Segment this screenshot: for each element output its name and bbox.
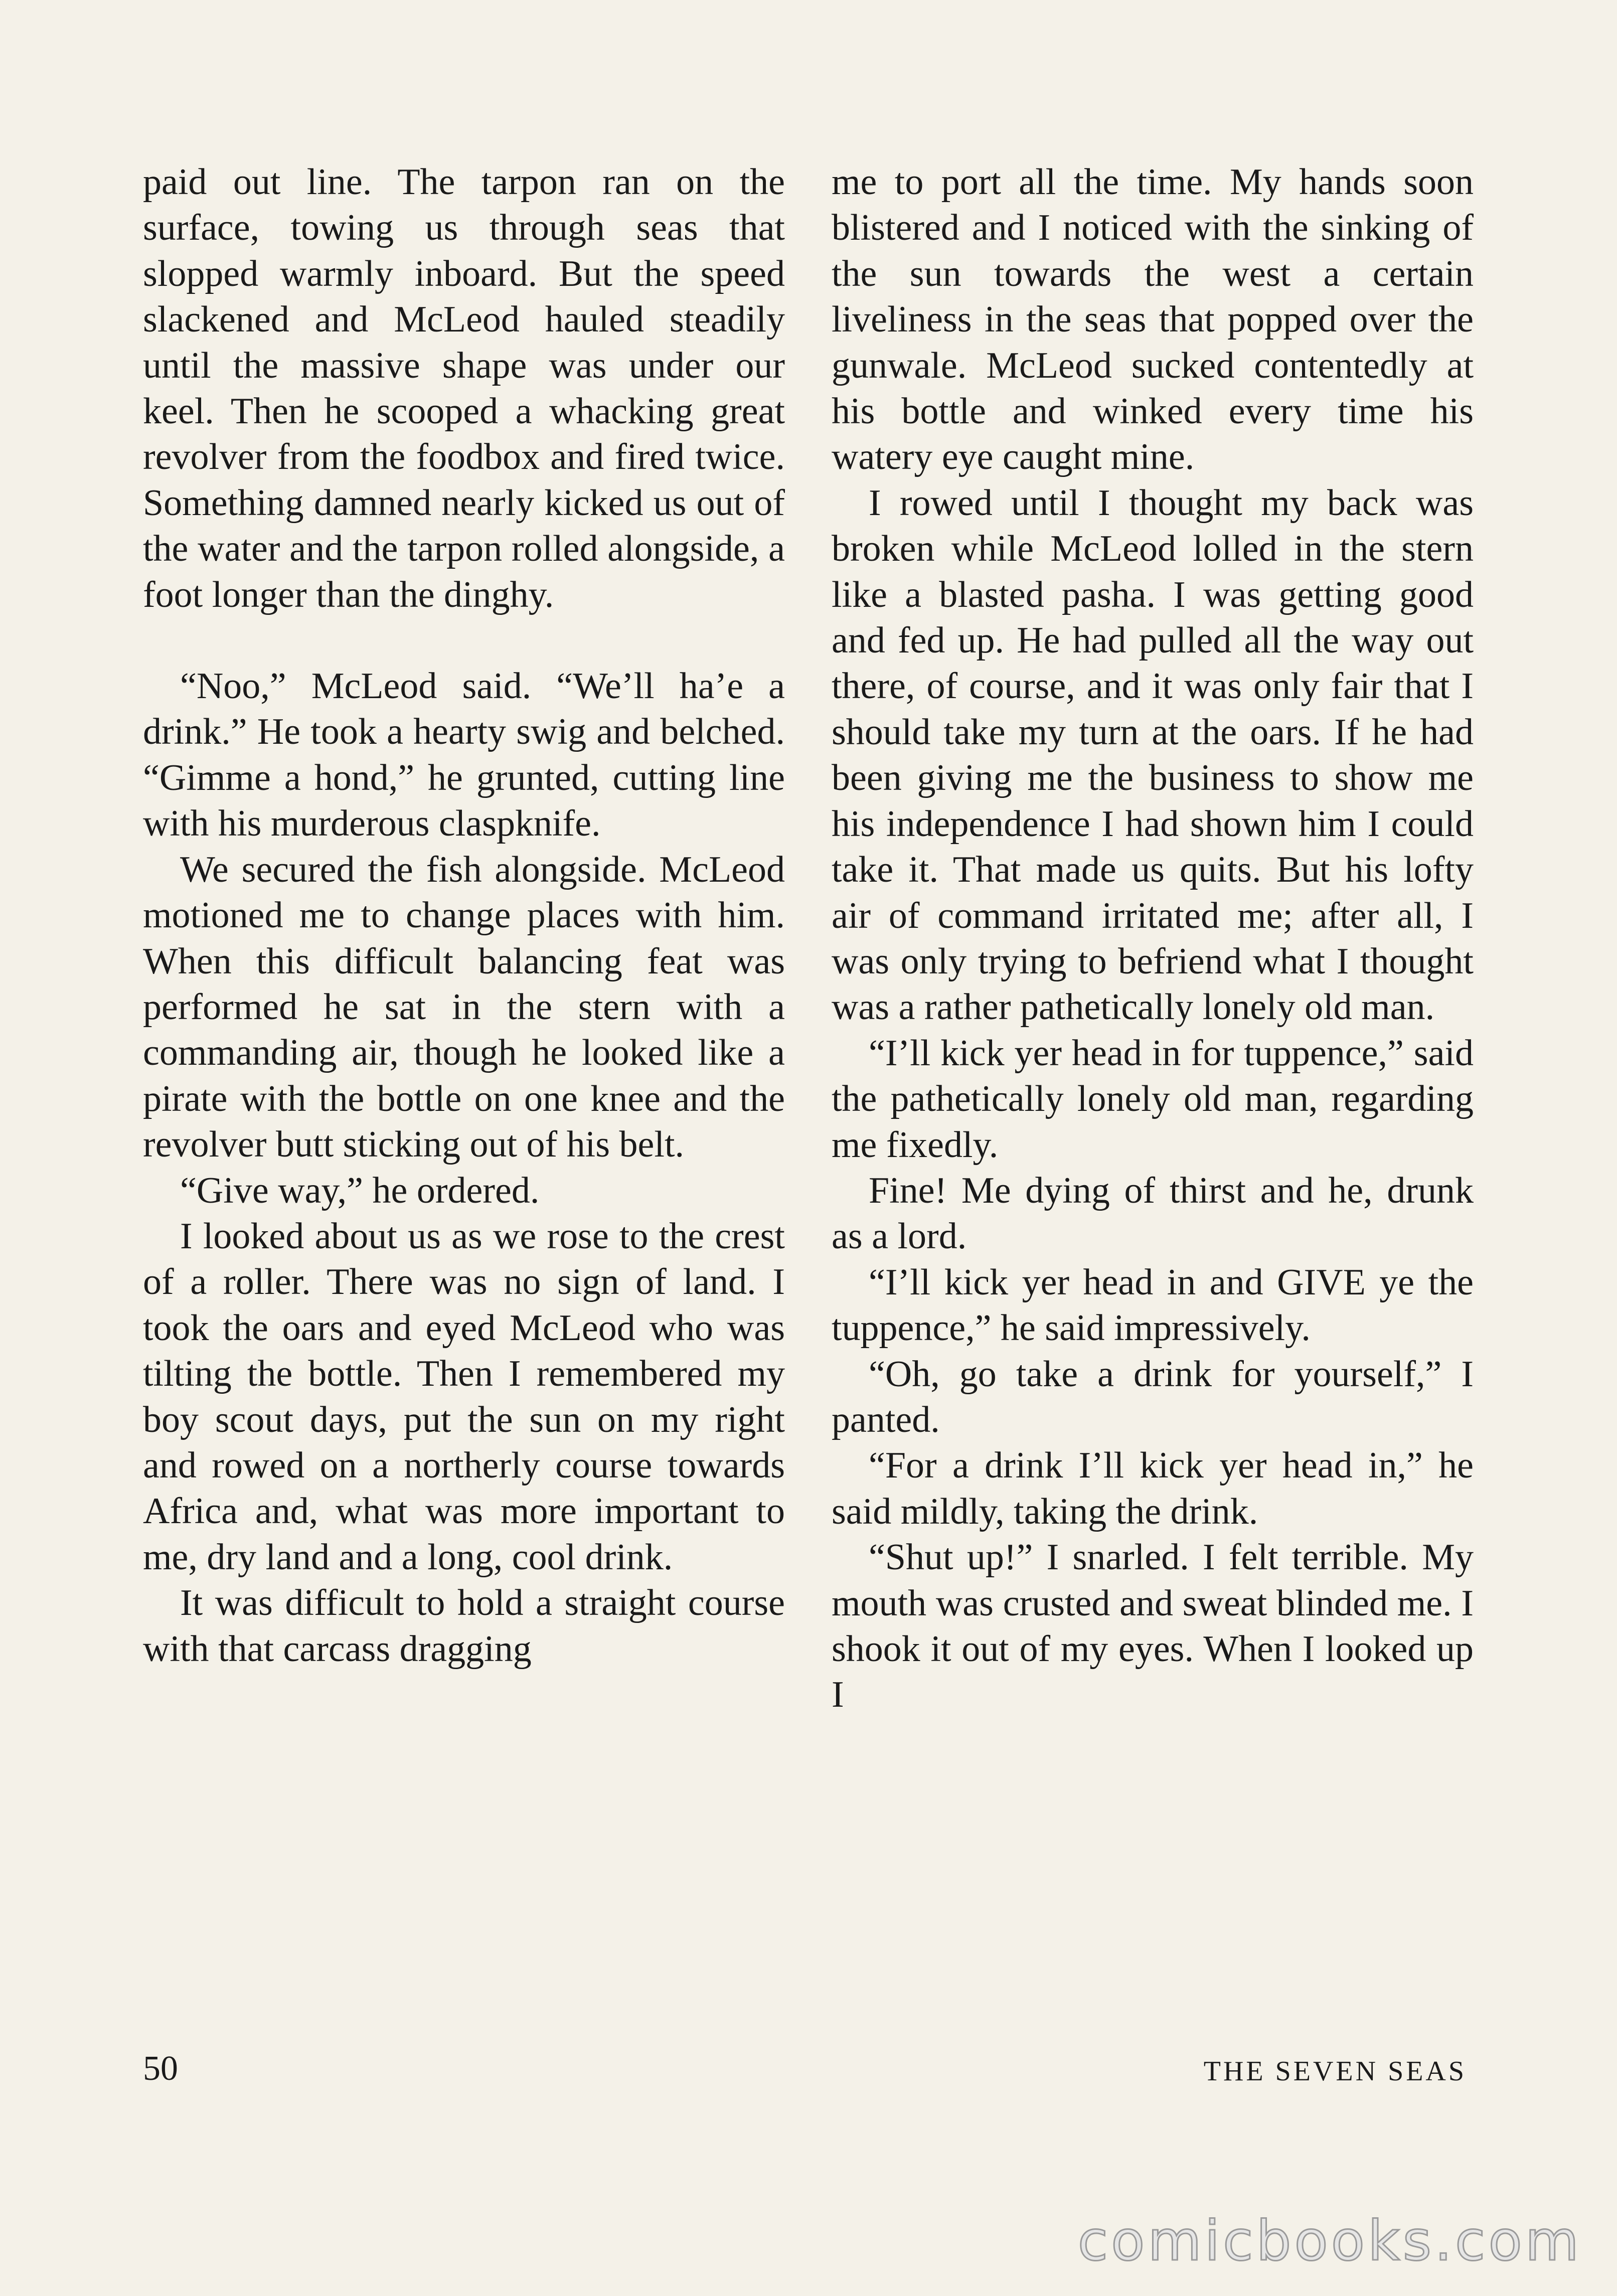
page-number: 50 (143, 2049, 178, 2088)
paragraph: “For a drink I’ll kick yer head in,” he said mildly, taking the drink. (832, 1445, 1474, 1532)
right-text-column (832, 159, 1474, 1718)
paragraph: “I’ll kick yer head in for tuppence,” said the pathetically lonely old man, regarding me fixedly. (832, 1032, 1474, 1166)
paragraph: Fine! Me dying of thirst and he, drunk as a lord. (832, 1170, 1474, 1257)
paragraph: “Noo,” McLeod said. “We’ll ha’e a drink.” He took a hearty swig and belched. “Gimme a hond,” he grunted, cutting line with his murderous claspknife. (143, 666, 785, 845)
site-watermark: comicbooks.com (1077, 2209, 1582, 2273)
paragraph: me to port all the time. My hands soon blistered and I noticed with the sinking of the sun towards the west a certain liveliness in the seas that popped over the gunwale. McLeod sucked contentedly at his bottle and winked every time his watery eye caught mine. (832, 161, 1474, 478)
paragraph: “I’ll kick yer head in and GIVE ye the tuppence,” he said impressively. (832, 1261, 1474, 1349)
left-text-column (143, 159, 785, 1672)
paragraph: It was difficult to hold a straight course with that carcass dragging (143, 1582, 785, 1670)
paragraph: “Oh, go take a drink for yourself,” I panted. (832, 1353, 1474, 1440)
paragraph: I rowed until I thought my back was broken while McLeod lolled in the stern like a blasted pasha. I was getting good and fed up. He had pulled all the way out there, of course, and it was only fair that I should take my turn at the oars. If he had been giving me the business to show me his independence I had shown him I could take it. That made us quits. But his lofty air of command irritated me; after all, I was only trying to befriend what I thought was a rather pathetically lonely old man. (832, 482, 1474, 1028)
paragraph: “Give way,” he ordered. (180, 1170, 540, 1211)
paragraph: “Shut up!” I snarled. I felt terrible. My mouth was crusted and sweat blinded me. I shook it out of my eyes. When I looked up I (832, 1537, 1474, 1716)
paragraph: We secured the fish alongside. McLeod motioned me to change places with him. When this difficult balancing feat was performed he sat in the stern with a commanding air, though he looked like a pirate with the bottle on one knee and the revolver butt sticking out of his belt. (143, 849, 785, 1166)
magazine-title: THE SEVEN SEAS (1203, 2056, 1467, 2087)
paragraph: I looked about us as we rose to the crest of a roller. There was no sign of land. I took the oars and eyed McLeod who was tilting the bottle. Then I remembered my boy scout days, put the sun on my right and rowed on a northerly course towards Africa and, what was more important to me, dry land and a long, cool drink. (143, 1215, 785, 1578)
paragraph: paid out line. The tarpon ran on the surface, towing us through seas that slopped warmly inboard. But the speed slackened and McLeod hauled steadily until the massive shape was under our keel. Then he scooped a whacking great revolver from the foodbox and fired twice. Something damned nearly kicked us out of the water and the tarpon rolled alongside, a foot longer than the dinghy. (143, 161, 785, 615)
